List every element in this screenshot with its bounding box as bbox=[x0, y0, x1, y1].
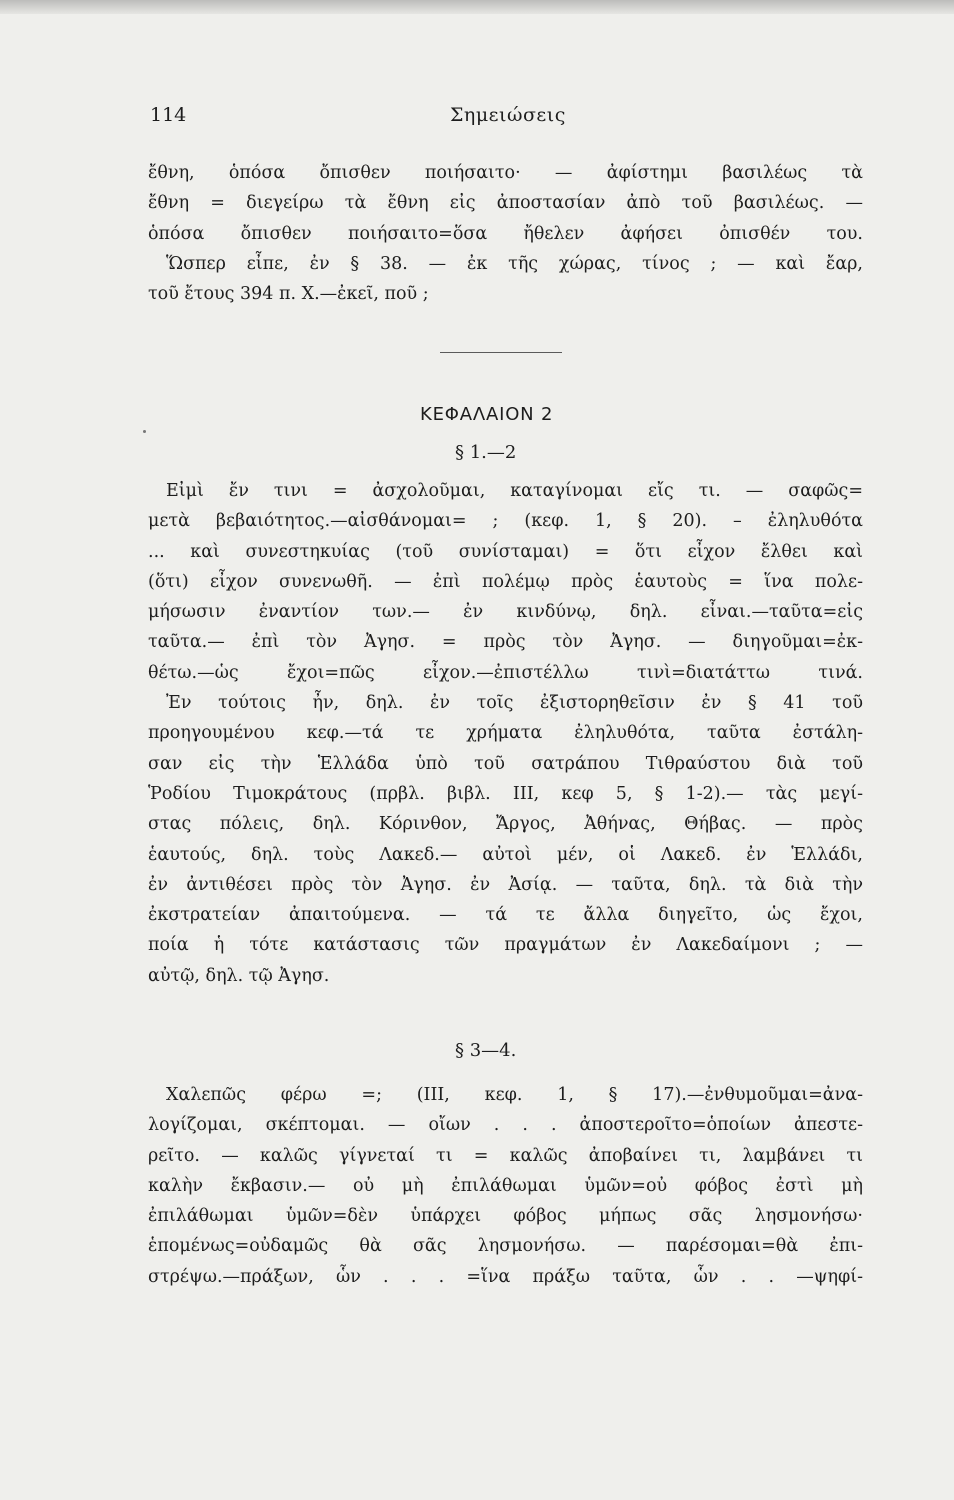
text-line: ... καὶ συνεστηκυίας (τοῦ συνίσταμαι) = ὅτι εἶχον ἔλθει καὶ bbox=[148, 541, 863, 562]
text-line: ἐπιλάθωμαι ὑμῶν=δὲν ὑπάρχει φόβος μήπως σᾶς λησμονήσω· bbox=[148, 1206, 863, 1227]
text-line: Εἰμὶ ἔν τινι = ἀσχολοῦμαι, καταγίνομαι εἴς τι. — σαφῶς= bbox=[166, 481, 863, 501]
text-line: (ὅτι) εἶχον συνενωθῆ. — ἐπὶ πολέμῳ πρὸς ἑαυτοὺς = ἵνα πολε- bbox=[148, 571, 863, 592]
text-line: ρεῖτο. — καλῶς γίγνεταί τι = καλῶς ἀποβαίνει τι, λαμβάνει τι bbox=[148, 1145, 863, 1166]
text-line: ἔθνη, ὁπόσα ὄπισθεν ποιήσαιτο· — ἀφίστημι βασιλέως τὰ bbox=[148, 163, 863, 183]
text-line: Χαλεπῶς φέρω =; (III, κεφ. 1, § 17).—ἐνθυμοῦμαι=ἀνα- bbox=[166, 1085, 863, 1105]
section-divider bbox=[440, 352, 562, 353]
text-line: στας πόλεις, δηλ. Κόρινθον, Ἄργος, Ἀθήνας, Θήβας. — πρὸς bbox=[148, 814, 863, 835]
text-line: ἔθνη = διεγείρω τὰ ἔθνη εἰς ἀποστασίαν ἀπὸ τοῦ βασιλέως. — bbox=[148, 193, 863, 214]
text-line: μετὰ βεβαιότητος.—αἰσθάνομαι= ; (κεφ. 1, § 20). – ἐληλυθότα bbox=[148, 511, 863, 532]
text-line: ἑαυτούς, δηλ. τοὺς Λακεδ.— αὐτοὶ μέν, οἱ Λακεδ. ἐν Ἑλλάδι, bbox=[148, 844, 863, 865]
page-top-edge bbox=[0, 0, 954, 14]
text-line: ἐν ἀντιθέσει πρὸς τὸν Ἀγησ. ἐν Ἀσίᾳ. — ταῦτα, δηλ. τὰ διὰ τὴν bbox=[148, 874, 863, 895]
section-heading-2: § 3—4. bbox=[455, 1040, 517, 1061]
text-line: θέτω.—ὡς ἔχοι=πῶς εἶχον.—ἐπιστέλλω τινὶ=διατάττω τινά. bbox=[148, 662, 863, 683]
section-heading-1: § 1.—2 bbox=[455, 442, 517, 463]
text-line: σαν εἰς τὴν Ἑλλάδα ὑπὸ τοῦ σατράπου Τιθραύστου διὰ τοῦ bbox=[148, 753, 863, 774]
text-line: προηγουμένου κεφ.—τά τε χρήματα ἐληλυθότα, ταῦτα ἐστάλη- bbox=[148, 723, 863, 744]
text-line: λογίζομαι, σκέπτομαι. — οἴων . . . ἀποστεροῖτο=ὁποίων ἀπεστε- bbox=[148, 1115, 863, 1136]
text-line: ταῦτα.— ἐπὶ τὸν Ἀγησ. = πρὸς τὸν Ἀγησ. — διηγοῦμαι=ἐκ- bbox=[148, 632, 863, 653]
text-line: Ἐν τούτοις ἦν, δηλ. ἐν τοῖς ἐξιστορηθεῖσιν ἐν § 41 τοῦ bbox=[166, 693, 863, 714]
text-line: τοῦ ἔτους 394 π. Χ.—ἐκεῖ, ποῦ ; bbox=[148, 284, 429, 305]
page-speck bbox=[143, 430, 146, 433]
text-line: Ῥοδίου Τιμοκράτους (πρβλ. βιβλ. III, κεφ 5, § 1-2).— τὰς μεγί- bbox=[148, 783, 863, 804]
text-line: μήσωσιν ἐναντίον των.— ἐν κινδύνῳ, δηλ. εἶναι.—ταῦτα=εἰς bbox=[148, 602, 863, 623]
text-line: ἑπομένως=οὐδαμῶς θὰ σᾶς λησμονήσω. — παρέσομαι=θὰ ἐπι- bbox=[148, 1236, 863, 1257]
text-line: καλὴν ἔκβασιν.— οὐ μὴ ἐπιλάθωμαι ὑμῶν=οὐ φόβος ἐστὶ μὴ bbox=[148, 1175, 863, 1196]
text-line: ἐκστρατείαν ἀπαιτούμενα. — τά τε ἄλλα διηγεῖτο, ὡς ἔχοι, bbox=[148, 905, 863, 926]
text-line: Ὥσπερ εἶπε, ἐν § 38. — ἐκ τῆς χώρας, τίνος ; — καὶ ἔαρ, bbox=[166, 253, 863, 274]
running-title: Σημειώσεις bbox=[450, 104, 566, 126]
page-number: 114 bbox=[150, 104, 187, 126]
notes-paragraph-c bbox=[148, 1080, 863, 1292]
notes-paragraph-b bbox=[148, 476, 863, 991]
text-line: ὁπόσα ὄπισθεν ποιήσαιτο=ὅσα ἤθελεν ἀφήσει ὀπισθέν του. bbox=[148, 223, 863, 244]
notes-paragraph-a bbox=[148, 158, 863, 309]
text-line: στρέψω.—πράξων, ὧν . . . =ἵνα πράξω ταῦτα, ὧν . . —ψηφί- bbox=[148, 1266, 863, 1287]
text-line: ποία ἡ τότε κατάστασις τῶν πραγμάτων ἐν Λακεδαίμονι ; — bbox=[148, 935, 863, 956]
chapter-title: ΚΕΦΑΛΑΙΟΝ 2 bbox=[420, 404, 554, 425]
page-header bbox=[150, 104, 870, 134]
text-line: αὐτῷ, δηλ. τῷ Ἀγησ. bbox=[148, 965, 330, 986]
